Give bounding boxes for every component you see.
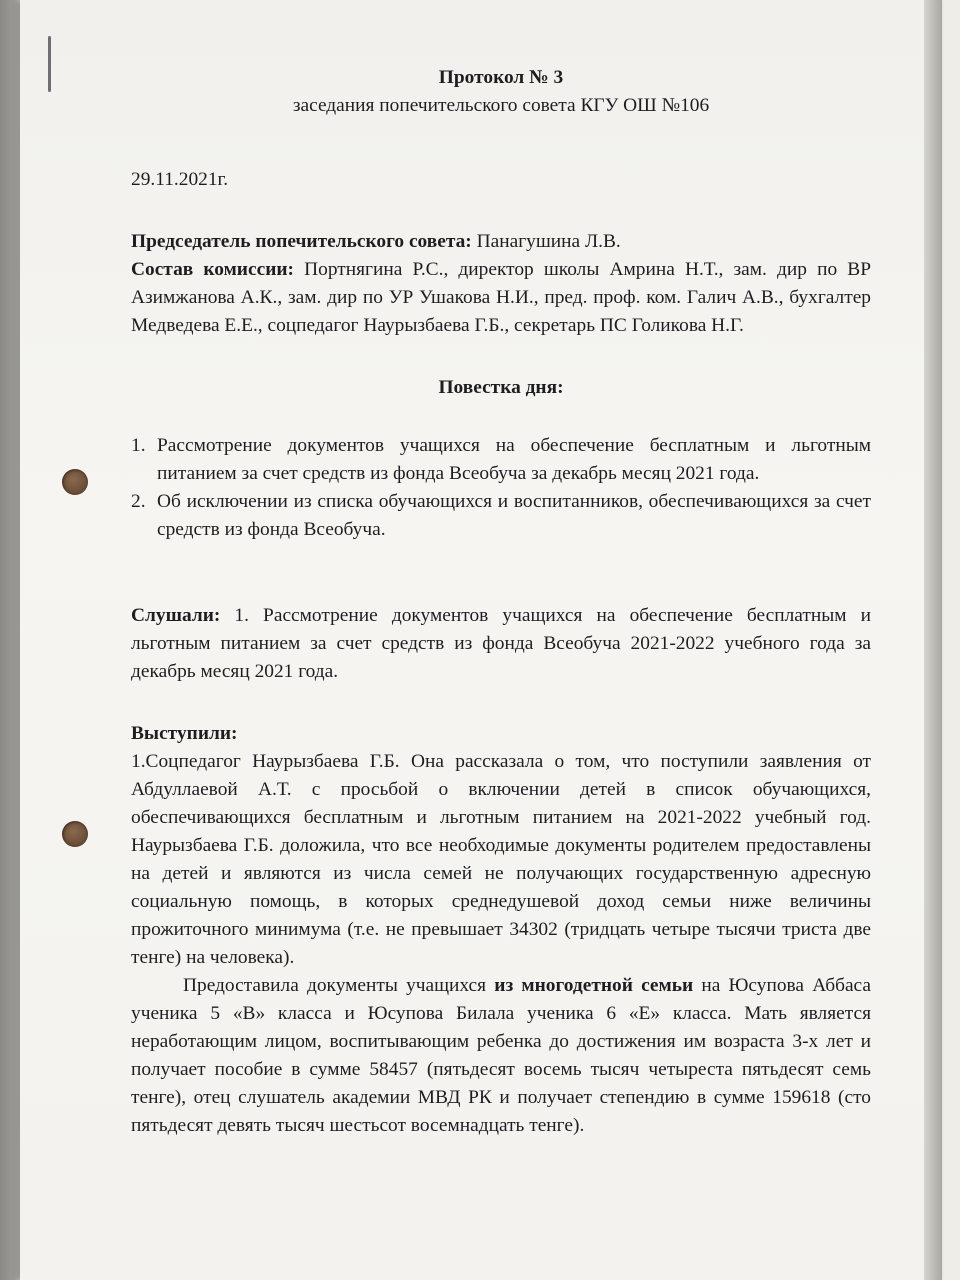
protocol-subtitle: заседания попечительского совета КГУ ОШ №106 bbox=[292, 95, 710, 116]
agenda-item bbox=[131, 488, 871, 544]
agenda-list bbox=[131, 432, 871, 544]
document-body bbox=[131, 64, 871, 1140]
spoke-paragraph: 1.Соцпедагог Наурызбаева Г.Б. Она рассказала о том, что поступили заявления от Абдуллаевой А.Т. с просьбой о включении детей в список обучающихся, обеспечивающихся бесплатным и льготным питанием на 2021-2022 учебный год. Наурызбаева Г.Б. доложила, что все необходимые документы родителем предоставлены на детей и являются из числа семей не получающих государственную адресную социальную помощь, в которых среднедушевой доход семьи ниже величины прожиточного минимума (т.е. не превышает 34302 (тридцать четыре тысячи триста две тенге) на человека). bbox=[131, 751, 871, 968]
commission-members: Портнягина Р.С., директор школы Амрина Н.Т., зам. дир по ВР Азимжанова А.К., зам. дир по УР Ушакова Н.И., пред. проф. ком. Галич А.В., бухгалтер Медведева Е.Е., соцпедагог Наурызбаева Г.Б., секретарь ПС Голикова Н.Г. bbox=[131, 259, 871, 336]
commission-label: Состав комиссии: bbox=[131, 259, 294, 280]
spoke-heading: Выступили: bbox=[131, 723, 238, 744]
large-family-emphasis: из многодетной семьи bbox=[494, 975, 694, 996]
agenda-item bbox=[131, 432, 871, 488]
heard-label: Слушали: bbox=[131, 605, 221, 626]
heard-section bbox=[131, 602, 871, 686]
provided-paragraph: Предоставила документы учащихся из многодетной семьи на Юсупова Аббаса ученика 5 «В» класса и Юсупова Билала ученика 6 «Е» класса. Мать является неработающим лицом, воспитывающим ребенка до достижения им возраста 3-х лет и получает пособие в сумме 58457 (пятьдесят восемь тысяч четыреста пятьдесят семь тенге), отец слушатель академии МВД РК и получает степендию в сумме 159618 (сто пятьдесят девять тысяч шестьсот восемнадцать тенге). bbox=[131, 975, 872, 1136]
clip-mark bbox=[48, 36, 51, 92]
punch-hole-top bbox=[62, 469, 88, 495]
agenda-heading: Повестка дня: bbox=[438, 377, 564, 398]
chair-name: Панагушина Л.В. bbox=[471, 231, 621, 252]
agenda-item-text: Об исключении из списка обучающихся и воспитанников, обеспечивающихся за счет средств из фонда Всеобуча. bbox=[157, 491, 871, 540]
agenda-item-number: 2. bbox=[131, 491, 146, 512]
agenda-item-number: 1. bbox=[131, 435, 146, 456]
agenda-item-text: Рассмотрение документов учащихся на обеспечение бесплатным и льготным питанием за счет средств из фонда Всеобуча за декабрь месяц 2021 года. bbox=[157, 435, 871, 484]
meeting-date: 29.11.2021г. bbox=[131, 169, 229, 190]
commission-line bbox=[131, 256, 871, 340]
chair-label: Председатель попечительского совета: bbox=[131, 231, 472, 252]
protocol-title: Протокол № 3 bbox=[438, 67, 564, 88]
sheet-edge bbox=[924, 0, 942, 1280]
chair-line bbox=[131, 228, 871, 256]
punch-hole-bottom bbox=[62, 821, 88, 847]
heard-text: 1. Рассмотрение документов учащихся на обеспечение бесплатным и льготным питанием за счет средств из фонда Всеобуча 2021-2022 учебного года за декабрь месяц 2021 года. bbox=[131, 605, 871, 682]
